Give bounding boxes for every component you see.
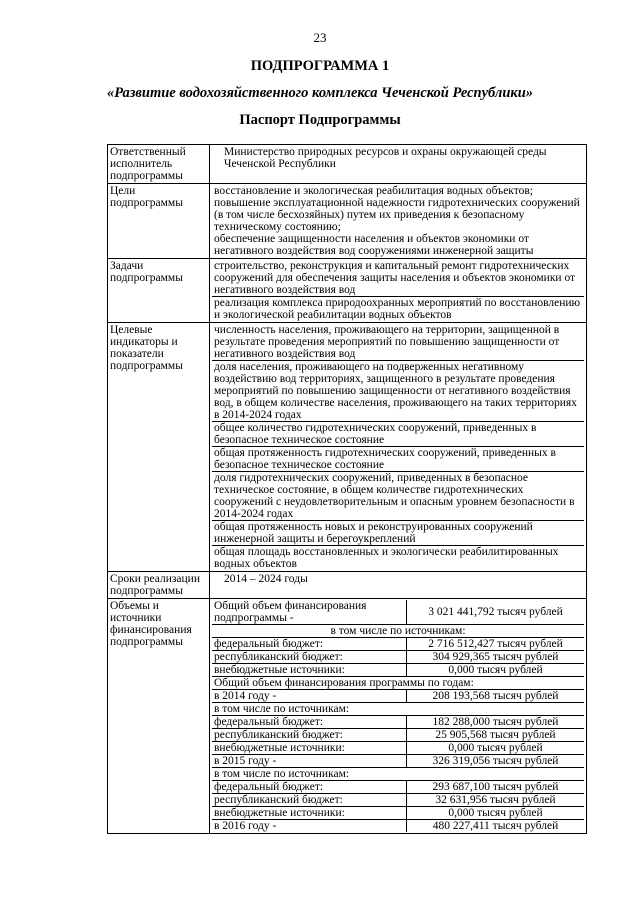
year-sources-heading: в том числе по источникам: bbox=[212, 768, 584, 781]
source-value: 182 288,000 тысяч рублей bbox=[407, 716, 585, 729]
task-item: реализация комплекса природоохранных мероприятий по восстановлению и экологической реабилитации водных объектов bbox=[214, 297, 581, 321]
year-label: в 2015 году - bbox=[212, 755, 407, 768]
year-value: 480 227,411 тысяч рублей bbox=[432, 820, 559, 832]
year-value: 208 193,568 тысяч рублей bbox=[407, 690, 585, 703]
goals-label: Цели подпрограммы bbox=[108, 184, 210, 259]
row-terms bbox=[108, 572, 587, 599]
year-value: 326 319,056 тысяч рублей bbox=[407, 755, 585, 768]
source-label: республиканский бюджет: bbox=[212, 651, 407, 664]
financing-block bbox=[210, 599, 587, 834]
row-tasks bbox=[108, 259, 587, 323]
goals-items bbox=[210, 184, 587, 259]
by-years-heading: Общий объем финансирования программы по годам: bbox=[212, 677, 584, 690]
total-label: Общий объем финансирования подпрограммы - bbox=[212, 600, 407, 625]
terms-label: Сроки реализации подпрограммы bbox=[108, 572, 210, 599]
passport-title: Паспорт Подпрограммы bbox=[239, 112, 401, 128]
source-label: федеральный бюджет: bbox=[212, 716, 407, 729]
source-value: 2 716 512,427 тысяч рублей bbox=[407, 638, 585, 651]
source-value: 0,000 тысяч рублей bbox=[407, 664, 585, 677]
tasks-items bbox=[210, 259, 587, 323]
indicator-item: общая площадь восстановленных и экологически реабилитированных водных объектов bbox=[214, 546, 559, 570]
source-value: 0,000 тысяч рублей bbox=[407, 807, 585, 820]
financing-label: Объемы и источники финансирования подпрограммы bbox=[108, 599, 210, 834]
indicator-item: общее количество гидротехнических сооружений, приведенных в безопасное техническое состояние bbox=[212, 422, 584, 447]
source-label: внебюджетные источники: bbox=[212, 742, 407, 755]
source-value: 293 687,100 тысяч рублей bbox=[407, 781, 585, 794]
subprogram-title: ПОДПРОГРАММА 1 bbox=[250, 58, 390, 74]
goal-item: восстановление и экологическая реабилитация водных объектов; bbox=[214, 185, 533, 197]
executor-label: Ответственный исполнитель подпрограммы bbox=[108, 145, 210, 184]
page-number: 23 bbox=[313, 30, 327, 45]
year-label: в 2014 году - bbox=[212, 690, 407, 703]
indicator-item: общая протяженность новых и реконструированных сооружений инженерной защиты и берегоукреплений bbox=[212, 521, 584, 546]
task-item: строительство, реконструкция и капитальный ремонт гидротехнических сооружений для обеспечения защиты населения и объектов экономики от негативного воздействия вод bbox=[212, 260, 584, 297]
terms-value: 2014 – 2024 годы bbox=[210, 572, 587, 599]
source-value: 0,000 тысяч рублей bbox=[407, 742, 585, 755]
by-sources-heading: в том числе по источникам: bbox=[212, 625, 584, 638]
indicator-item: общая протяженность гидротехнических сооружений, приведенных в безопасное техническое состояние bbox=[212, 447, 584, 472]
source-label: федеральный бюджет: bbox=[212, 638, 407, 651]
subprogram-subtitle: «Развитие водохозяйственного комплекса Чеченской Республики» bbox=[106, 85, 534, 101]
indicator-item: численность населения, проживающего на территории, защищенной в результате проведения мероприятий по повышению защищенности от негативного воздействия вод bbox=[212, 324, 584, 361]
source-label: республиканский бюджет: bbox=[212, 794, 407, 807]
source-label: республиканский бюджет: bbox=[212, 729, 407, 742]
row-executor bbox=[108, 145, 587, 184]
source-label: федеральный бюджет: bbox=[212, 781, 407, 794]
goal-item: обеспечение защищенности населения и объектов экономики от негативного воздействия вод сооружениями инженерной защиты bbox=[214, 233, 534, 257]
year-label: в 2016 году - bbox=[212, 820, 407, 833]
goal-item: повышение эксплуатационной надежности гидротехнических сооружений (в том числе бесхозяйных) путем их приведения к безопасному техническому состоянию; bbox=[214, 197, 580, 233]
source-label: внебюджетные источники: bbox=[212, 664, 407, 677]
total-value: 3 021 441,792 тысяч рублей bbox=[407, 600, 585, 625]
source-value: 304 929,365 тысяч рублей bbox=[407, 651, 585, 664]
row-goals bbox=[108, 184, 587, 259]
executor-value: Министерство природных ресурсов и охраны окружающей среды Чеченской Республики bbox=[210, 145, 587, 184]
source-label: внебюджетные источники: bbox=[212, 807, 407, 820]
indicator-item: доля населения, проживающего на подверженных негативному воздействию вод территориях, защищенного в результате проведения мероприятий по повышению защищенности от негативного воздействия вод, в общем количестве населения, проживающего на таких территориях в 2014-2024 годах bbox=[212, 361, 584, 422]
indicators-label: Целевые индикаторы и показатели подпрограммы bbox=[108, 323, 210, 572]
passport-table bbox=[107, 144, 587, 834]
source-value: 25 905,568 тысяч рублей bbox=[407, 729, 585, 742]
year-sources-heading: в том числе по источникам: bbox=[212, 703, 584, 716]
source-value: 32 631,956 тысяч рублей bbox=[407, 794, 585, 807]
indicators-items bbox=[210, 323, 587, 572]
row-financing bbox=[108, 599, 587, 834]
tasks-label: Задачи подпрограммы bbox=[108, 259, 210, 323]
financing-table bbox=[212, 600, 584, 832]
indicator-item: доля гидротехнических сооружений, приведенных в безопасное техническое состояние, в общем количестве гидротехнических сооружений с неудовлетворительным и опасным уровнем безопасности в 2014-2024 годах bbox=[212, 472, 584, 521]
row-indicators bbox=[108, 323, 587, 572]
